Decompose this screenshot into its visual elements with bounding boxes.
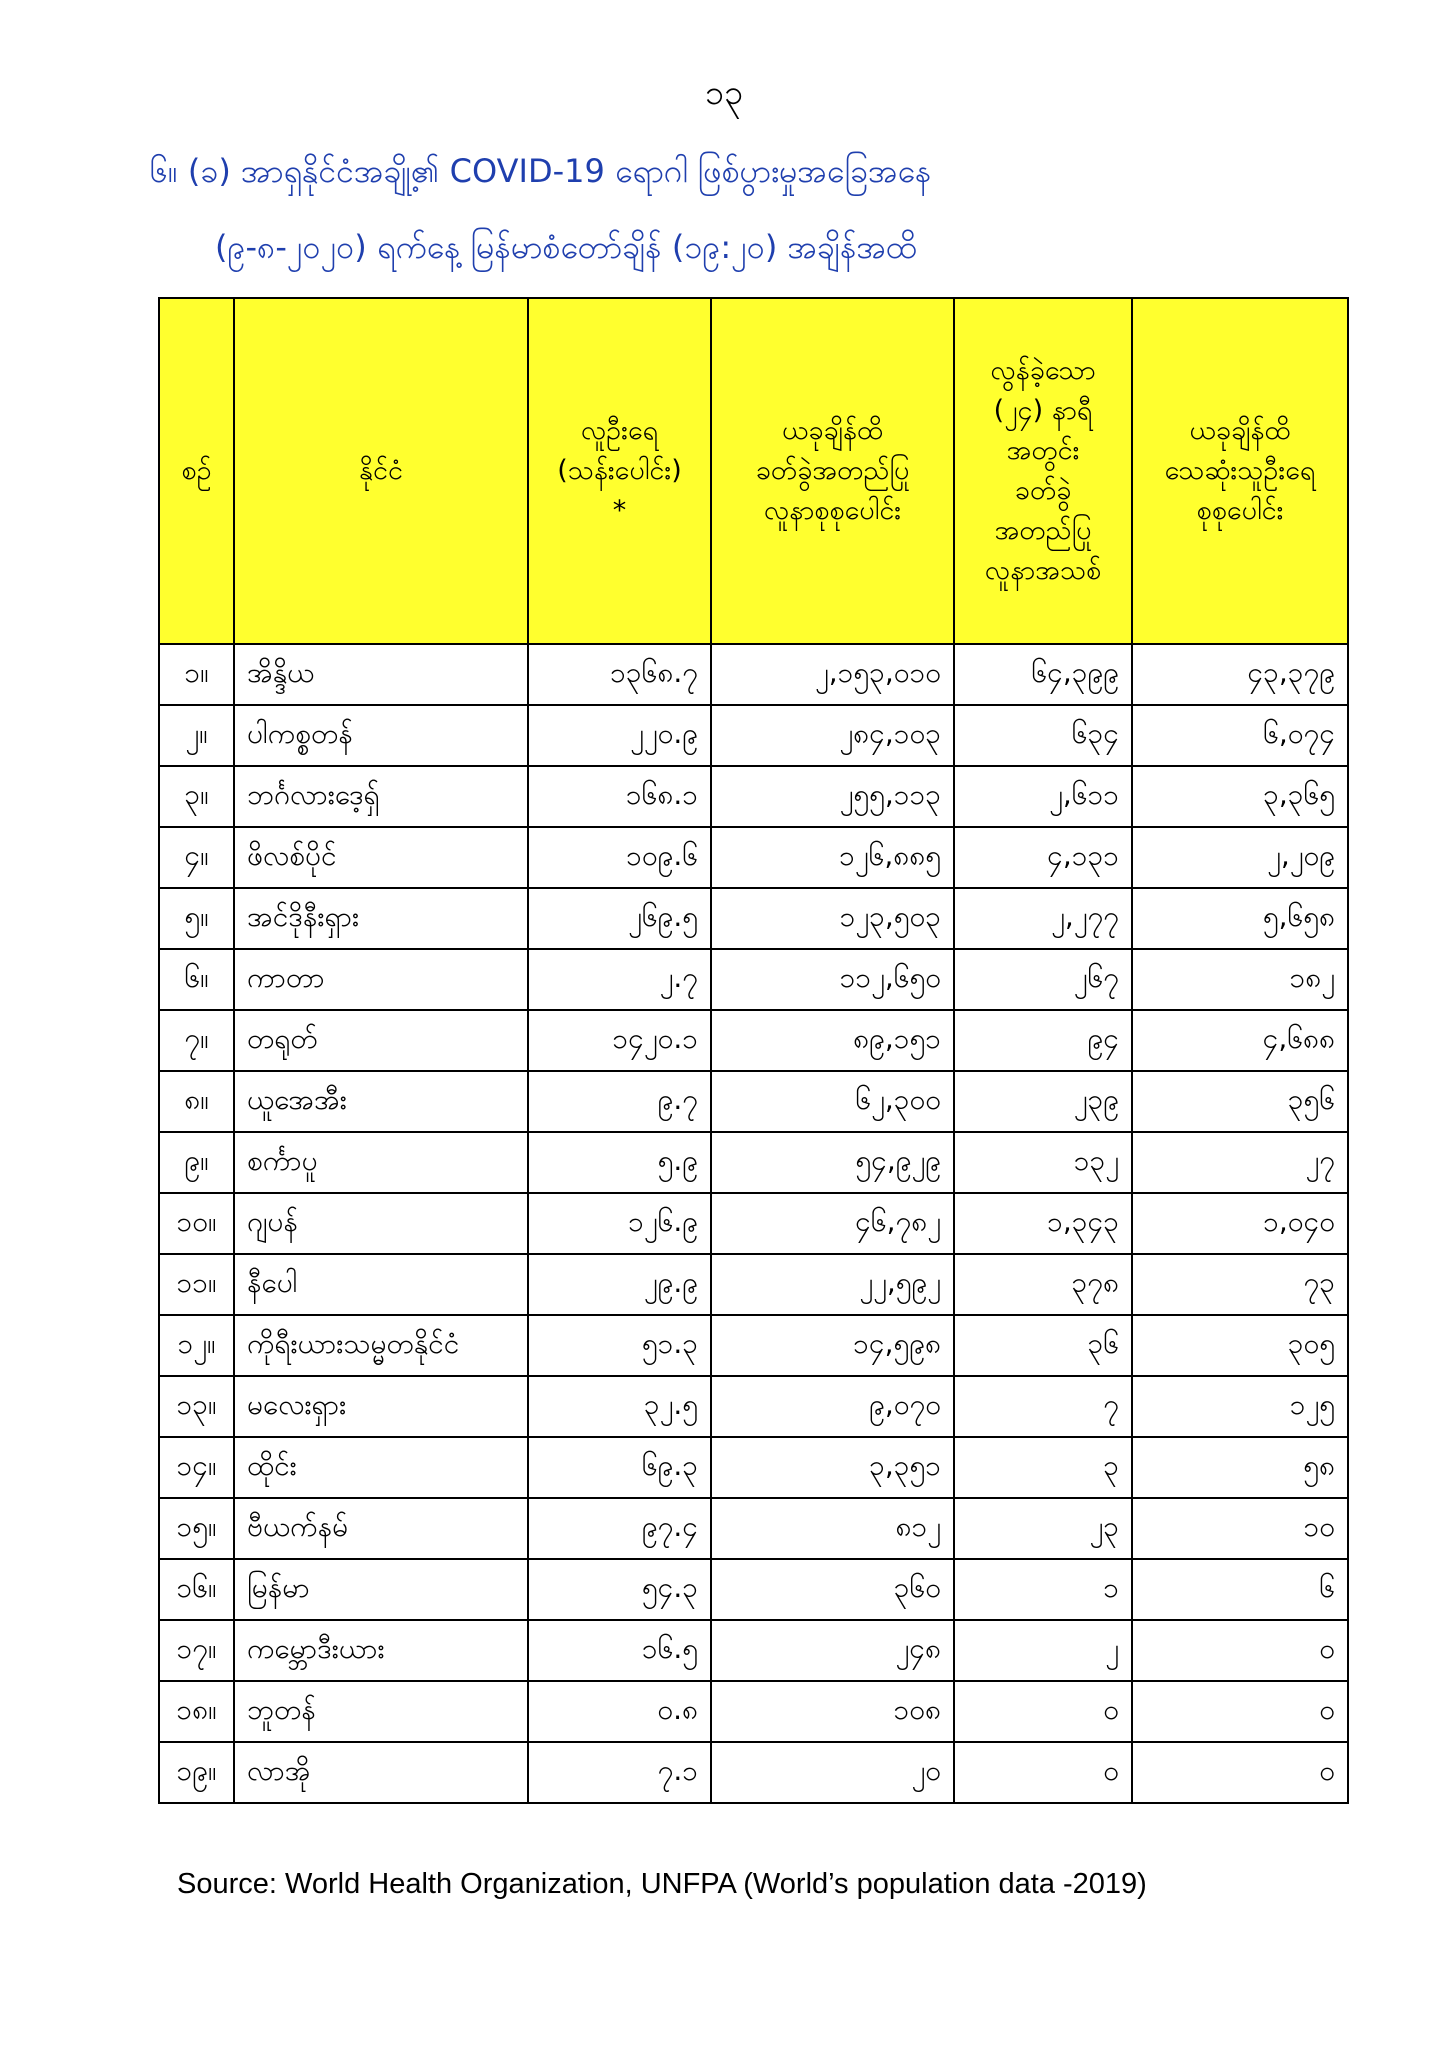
row-index: ၁၉။ <box>159 1742 234 1803</box>
row-new-24h: ၀ <box>954 1742 1132 1803</box>
row-new-24h: ၁၃၂ <box>954 1132 1132 1193</box>
row-total-deaths: ၂,၂၀၉ <box>1132 827 1348 888</box>
row-total-deaths: ၆,၀၇၄ <box>1132 705 1348 766</box>
row-new-24h: ၂၆၇ <box>954 949 1132 1010</box>
row-total-deaths: ၆ <box>1132 1559 1348 1620</box>
row-index: ၈။ <box>159 1071 234 1132</box>
row-total-confirmed: ၂၂,၅၉၂ <box>711 1254 954 1315</box>
row-population: ၉၇.၄ <box>528 1498 711 1559</box>
row-country: မလေးရှား <box>234 1376 528 1437</box>
row-country: ဖိလစ်ပိုင် <box>234 827 528 888</box>
row-total-confirmed: ၂၈၄,၁၀၃ <box>711 705 954 766</box>
row-total-confirmed: ၂၅၅,၁၁၃ <box>711 766 954 827</box>
row-country: ပါကစ္စတန် <box>234 705 528 766</box>
row-new-24h: ၉၄ <box>954 1010 1132 1071</box>
row-total-deaths: ၁,၀၄၀ <box>1132 1193 1348 1254</box>
row-total-confirmed: ၈၉,၁၅၁ <box>711 1010 954 1071</box>
table-row <box>159 827 1348 888</box>
table-row <box>159 1132 1348 1193</box>
row-index: ၁၇။ <box>159 1620 234 1681</box>
row-total-deaths: ၁၂၅ <box>1132 1376 1348 1437</box>
row-population: ၁၆၈.၁ <box>528 766 711 827</box>
row-index: ၁၄။ <box>159 1437 234 1498</box>
source-note: Source: World Health Organization, UNFPA (World’s population data -2019) <box>177 1868 1147 1900</box>
table-row <box>159 1742 1348 1803</box>
row-index: ၁၁။ <box>159 1254 234 1315</box>
header-country: နိုင်ငံ <box>234 298 528 644</box>
row-index: ၁။ <box>159 644 234 705</box>
row-total-deaths: ၅,၆၅၈ <box>1132 888 1348 949</box>
page-subtitle: (၉-၈-၂၀၂၀) ရက်နေ့ မြန်မာစံတော်ချိန် (၁၉:၂၀) အချိန်အထိ <box>215 228 917 266</box>
row-index: ၃။ <box>159 766 234 827</box>
row-new-24h: ၃ <box>954 1437 1132 1498</box>
row-population: ၇.၁ <box>528 1742 711 1803</box>
row-country: ကာတာ <box>234 949 528 1010</box>
row-population: ၉.၇ <box>528 1071 711 1132</box>
row-total-deaths: ၀ <box>1132 1742 1348 1803</box>
row-index: ၅။ <box>159 888 234 949</box>
table-row <box>159 1071 1348 1132</box>
row-country: လာအို <box>234 1742 528 1803</box>
row-index: ၁၆။ <box>159 1559 234 1620</box>
row-country: စင်္ကာပူ <box>234 1132 528 1193</box>
row-total-confirmed: ၂၄၈ <box>711 1620 954 1681</box>
table-row <box>159 1620 1348 1681</box>
row-new-24h: ၆၄,၃၉၉ <box>954 644 1132 705</box>
row-country: နီပေါ <box>234 1254 528 1315</box>
row-total-confirmed: ၁၂၆,၈၈၅ <box>711 827 954 888</box>
row-country: တရုတ် <box>234 1010 528 1071</box>
row-country: ယူအေအီး <box>234 1071 528 1132</box>
row-population: ၂၆၉.၅ <box>528 888 711 949</box>
header-total-confirmed: ယခုချိန်ထိ ခတ်ခွဲအတည်ပြု လူနာစုစုပေါင်း <box>711 298 954 644</box>
row-total-deaths: ၀ <box>1132 1620 1348 1681</box>
table-row <box>159 1376 1348 1437</box>
row-new-24h: ၆၃၄ <box>954 705 1132 766</box>
row-new-24h: ၃၆ <box>954 1315 1132 1376</box>
row-country: ဂျပန် <box>234 1193 528 1254</box>
table-row <box>159 705 1348 766</box>
row-total-confirmed: ၆၂,၃၀၀ <box>711 1071 954 1132</box>
row-total-deaths: ၄,၆၈၈ <box>1132 1010 1348 1071</box>
row-new-24h: ၂,၂၇၇ <box>954 888 1132 949</box>
row-total-deaths: ၁၀ <box>1132 1498 1348 1559</box>
row-total-confirmed: ၉,၀၇၀ <box>711 1376 954 1437</box>
row-population: ၂၉.၉ <box>528 1254 711 1315</box>
table-row <box>159 1193 1348 1254</box>
header-index: စဉ် <box>159 298 234 644</box>
row-population: ၅၄.၃ <box>528 1559 711 1620</box>
row-new-24h: ၁ <box>954 1559 1132 1620</box>
row-country: ဘူတန် <box>234 1681 528 1742</box>
row-index: ၉။ <box>159 1132 234 1193</box>
row-new-24h: ၄,၁၃၁ <box>954 827 1132 888</box>
row-index: ၇။ <box>159 1010 234 1071</box>
row-index: ၁၂။ <box>159 1315 234 1376</box>
row-country: ကမ္ဘောဒီးယား <box>234 1620 528 1681</box>
row-total-confirmed: ၁၂၃,၅၀၃ <box>711 888 954 949</box>
row-population: ၁၆.၅ <box>528 1620 711 1681</box>
row-country: အိန္ဒိယ <box>234 644 528 705</box>
row-country: အင်ဒိုနီးရှား <box>234 888 528 949</box>
row-population: ၅၁.၃ <box>528 1315 711 1376</box>
row-new-24h: ၂,၆၁၁ <box>954 766 1132 827</box>
page-number: ၁၃ <box>704 73 744 113</box>
row-population: ၀.၈ <box>528 1681 711 1742</box>
row-total-confirmed: ၅၄,၉၂၉ <box>711 1132 954 1193</box>
row-country: ကိုရီးယားသမ္မတနိုင်ငံ <box>234 1315 528 1376</box>
header-total-deaths: ယခုချိန်ထိ သေဆုံးသူဦးရေ စုစုပေါင်း <box>1132 298 1348 644</box>
row-index: ၁၀။ <box>159 1193 234 1254</box>
row-index: ၂။ <box>159 705 234 766</box>
table-row <box>159 1315 1348 1376</box>
row-new-24h: ၂၃၉ <box>954 1071 1132 1132</box>
row-index: ၁၅။ <box>159 1498 234 1559</box>
row-total-confirmed: ၈၁၂ <box>711 1498 954 1559</box>
row-population: ၁၄၂၀.၁ <box>528 1010 711 1071</box>
row-population: ၁၂၆.၉ <box>528 1193 711 1254</box>
row-total-deaths: ၁၈၂ <box>1132 949 1348 1010</box>
table-row <box>159 766 1348 827</box>
table-row <box>159 1437 1348 1498</box>
header-new-24h: လွန်ခဲ့သော (၂၄) နာရီ အတွင်း ခတ်ခွဲ အတည်ပြု လူနာအသစ် <box>954 298 1132 644</box>
row-index: ၆။ <box>159 949 234 1010</box>
row-total-deaths: ၃,၃၆၅ <box>1132 766 1348 827</box>
row-new-24h: ၁,၃၄၃ <box>954 1193 1132 1254</box>
row-total-confirmed: ၁၀၈ <box>711 1681 954 1742</box>
row-total-deaths: ၄၃,၃၇၉ <box>1132 644 1348 705</box>
table-row <box>159 1254 1348 1315</box>
row-country: ဘင်္ဂလားဒေ့ရှ် <box>234 766 528 827</box>
table-row <box>159 888 1348 949</box>
row-total-confirmed: ၁၄,၅၉၈ <box>711 1315 954 1376</box>
row-total-deaths: ၂၇ <box>1132 1132 1348 1193</box>
row-total-confirmed: ၃,၃၅၁ <box>711 1437 954 1498</box>
table-row <box>159 1010 1348 1071</box>
row-index: ၁၈။ <box>159 1681 234 1742</box>
row-population: ၂.၇ <box>528 949 711 1010</box>
table-row <box>159 1681 1348 1742</box>
row-total-confirmed: ၂၀ <box>711 1742 954 1803</box>
row-population: ၅.၉ <box>528 1132 711 1193</box>
row-total-deaths: ၅၈ <box>1132 1437 1348 1498</box>
row-new-24h: ၇ <box>954 1376 1132 1437</box>
row-index: ၄။ <box>159 827 234 888</box>
row-population: ၆၉.၃ <box>528 1437 711 1498</box>
row-population: ၁၃၆၈.၇ <box>528 644 711 705</box>
table-body <box>159 644 1348 1803</box>
row-total-confirmed: ၄၆,၇၈၂ <box>711 1193 954 1254</box>
row-country: မြန်မာ <box>234 1559 528 1620</box>
row-population: ၃၂.၅ <box>528 1376 711 1437</box>
row-total-confirmed: ၃၆၀ <box>711 1559 954 1620</box>
table-row <box>159 1559 1348 1620</box>
header-population: လူဦးရေ (သန်းပေါင်း) * <box>528 298 711 644</box>
row-index: ၁၃။ <box>159 1376 234 1437</box>
table-row <box>159 644 1348 705</box>
row-new-24h: ၃၇၈ <box>954 1254 1132 1315</box>
table-row <box>159 949 1348 1010</box>
table-header-row <box>159 298 1348 644</box>
row-total-confirmed: ၂,၁၅၃,၀၁၀ <box>711 644 954 705</box>
row-new-24h: ၂ <box>954 1620 1132 1681</box>
row-country: ဗီယက်နမ် <box>234 1498 528 1559</box>
table-row <box>159 1498 1348 1559</box>
row-total-deaths: ၀ <box>1132 1681 1348 1742</box>
row-total-deaths: ၃၀၅ <box>1132 1315 1348 1376</box>
covid-asia-table <box>158 297 1349 1804</box>
row-new-24h: ၀ <box>954 1681 1132 1742</box>
row-population: ၁၀၉.၆ <box>528 827 711 888</box>
row-new-24h: ၂၃ <box>954 1498 1132 1559</box>
row-population: ၂၂၀.၉ <box>528 705 711 766</box>
row-total-confirmed: ၁၁၂,၆၅၀ <box>711 949 954 1010</box>
row-total-deaths: ၇၃ <box>1132 1254 1348 1315</box>
page-title: ၆။ (ခ) အာရှနိုင်ငံအချို့၏ COVID-19 ရောဂါ ဖြစ်ပွားမှုအခြေအနေ <box>150 152 932 190</box>
row-country: ထိုင်း <box>234 1437 528 1498</box>
row-total-deaths: ၃၅၆ <box>1132 1071 1348 1132</box>
